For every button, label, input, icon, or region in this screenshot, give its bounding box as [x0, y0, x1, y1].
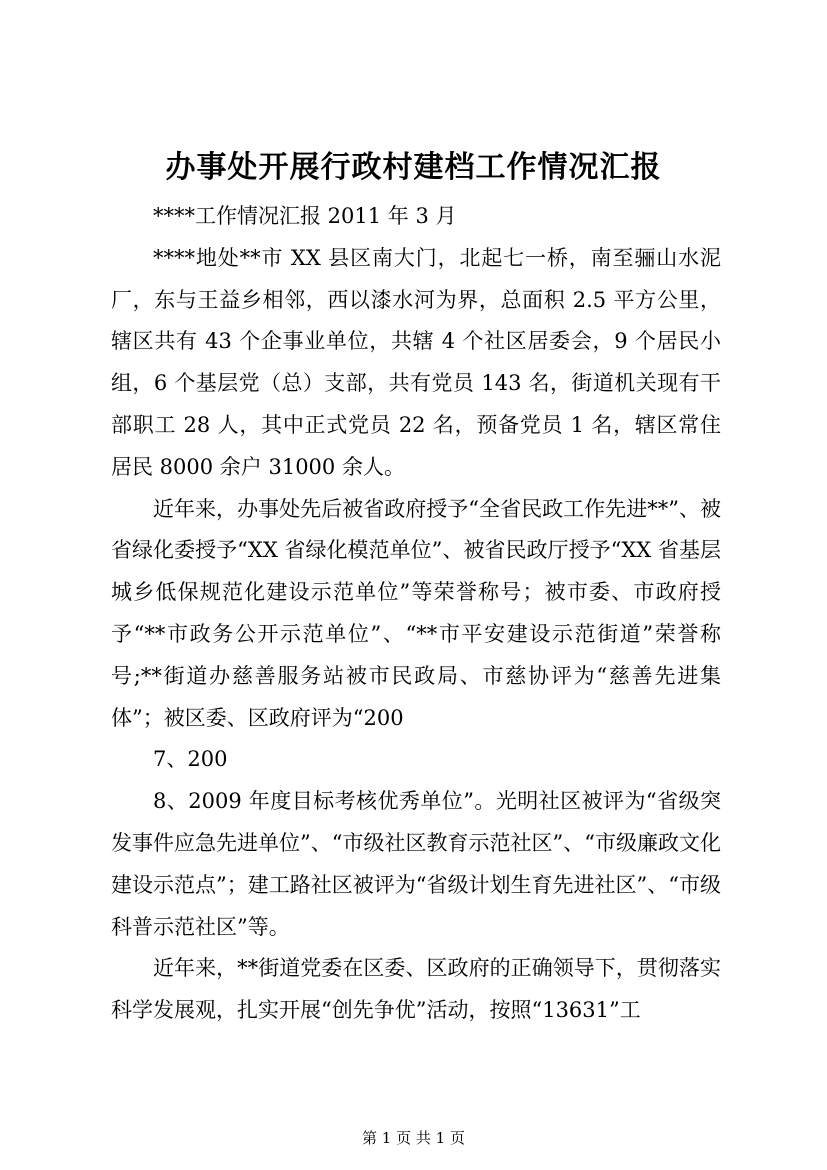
document-title: 办事处开展行政村建档工作情况汇报: [165, 150, 662, 185]
paragraph-overview: ****地处**市 XX 县区南大门，北起七一桥，南至骊山水泥厂，东与王益乡相邻，西以漆水河为界，总面积 2.5 平方公里，辖区共有 43 个企事业单位，共辖 4 个社区居委会，9 个居民小组，6 个基层党（总）支部，共有党员 143 名，街道机关现有干部职工 28 人，其中正式党员 22 名，预备党员 1 名，辖区常住居民 8000 余户 31000 余人。: [111, 245, 721, 479]
paragraph-community-awards: 8、2009 年度目标考核优秀单位”。光明社区被评为“省级突发事件应急先进单位”、“市级社区教育示范社区”、“市级廉政文化建设示范点”；建工路社区被评为“省级计划生育先进社区”、“市级科普示范社区”等。: [111, 789, 721, 939]
paragraph-party-work: 近年来，**街道党委在区委、区政府的正确领导下，贯彻落实科学发展观，扎实开展“创先争优”活动，按照“13631”工: [111, 956, 721, 1023]
paragraph-honors: 近年来，办事处先后被省政府授予“全省民政工作先进**”、被省绿化委授予“XX 省绿化模范单位”、被省民政厅授予“XX 省基层城乡低保规范化建设示范单位”等荣誉称号；被市委、市政府授予“**市政务公开示范单位”、“**市平安建设示范街道”荣誉称号;**街道办慈善服务站被市民政局、市慈协评为“慈善先进集体”；被区委、区政府评为“200: [111, 496, 721, 730]
page-number: 第 1 页 共 1 页: [362, 1129, 465, 1147]
paragraph-report-date: ****工作情况汇报 2011 年 3 月: [153, 204, 457, 228]
paragraph-year-fragment: 7、200: [153, 747, 228, 772]
document-body: [111, 196, 721, 1032]
